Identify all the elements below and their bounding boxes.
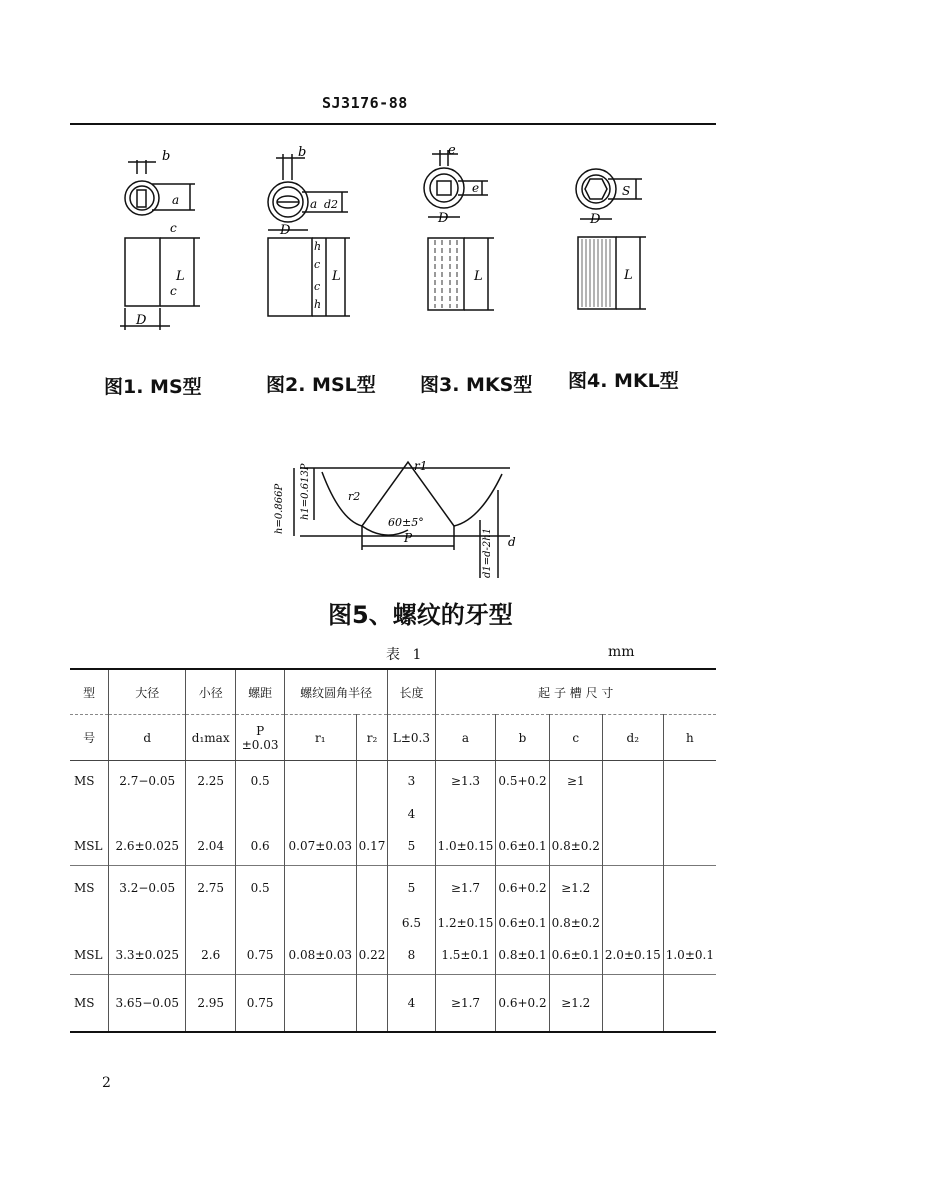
table-cell (70, 801, 109, 827)
header-cell: h (663, 715, 716, 761)
table-cell (602, 866, 663, 911)
table-cell: 4 (388, 975, 435, 1033)
table-cell: 2.7−0.05 (109, 761, 186, 802)
table-cell (602, 801, 663, 827)
header-cell: 长度 (388, 669, 435, 715)
table-cell: 1.0±0.1 (663, 936, 716, 975)
fig3-label-e: e (448, 143, 456, 158)
fig2-label-b: b (298, 145, 307, 160)
figure-4-mkl-drawing (560, 155, 655, 320)
table-cell (602, 827, 663, 866)
table-cell: 2.95 (186, 975, 236, 1033)
fig3-label-d: D (438, 211, 449, 226)
table-cell: MS (70, 761, 109, 802)
table-cell (186, 801, 236, 827)
table-cell (663, 866, 716, 911)
dimension-table (70, 668, 716, 1033)
table-cell (284, 801, 356, 827)
table-cell: MSL (70, 936, 109, 975)
table-cell: 2.25 (186, 761, 236, 802)
fig5-label-angle: 60±5° (388, 516, 424, 529)
header-cell: 大径 (109, 669, 186, 715)
header-cell: 号 (70, 715, 109, 761)
table-cell (284, 910, 356, 936)
table-cell: 2.6 (186, 936, 236, 975)
table-cell (236, 910, 285, 936)
figure-3-mks-drawing (410, 140, 505, 320)
table-cell: 6.5 (388, 910, 435, 936)
table-cell (663, 827, 716, 866)
table-cell: 2.04 (186, 827, 236, 866)
table-cell: 0.6+0.2 (496, 975, 549, 1033)
fig4-label-l: L (624, 268, 633, 283)
table-cell: 0.6±0.1 (496, 827, 549, 866)
fig2-label-c: c (314, 258, 321, 271)
table-cell: 5 (388, 827, 435, 866)
table-cell: 0.6 (236, 827, 285, 866)
table-row (70, 936, 716, 975)
header-cell: 型 (70, 669, 109, 715)
figure-1-caption: 图1. MS型 (104, 376, 202, 398)
header-cell: 螺距 (236, 669, 285, 715)
figure-5-thread-profile (270, 450, 530, 585)
fig2-label-h2: h (314, 298, 322, 311)
table-cell: 2.0±0.15 (602, 936, 663, 975)
table-cell: 0.5+0.2 (496, 761, 549, 802)
fig1-label-c: c (170, 221, 177, 235)
header-cell: 起 子 槽 尺 寸 (435, 669, 716, 715)
table-cell (236, 801, 285, 827)
table-cell (496, 801, 549, 827)
table-cell: 3 (388, 761, 435, 802)
table-cell (356, 761, 388, 802)
table-cell: 0.6±0.1 (549, 936, 602, 975)
header-cell: L±0.3 (388, 715, 435, 761)
table-cell: 0.75 (236, 975, 285, 1033)
table-cell: 1.0±0.15 (435, 827, 496, 866)
table-cell: 0.5 (236, 761, 285, 802)
header-cell: r₂ (356, 715, 388, 761)
fig1-label-c2: c (170, 284, 177, 298)
table-cell (602, 975, 663, 1033)
table-cell: 0.22 (356, 936, 388, 975)
table-row (70, 910, 716, 936)
table-cell (109, 801, 186, 827)
header-cell: d₂ (602, 715, 663, 761)
table-cell: MS (70, 866, 109, 911)
fig5-label-h: h=0.866P (274, 483, 285, 534)
table-cell: 0.8±0.1 (496, 936, 549, 975)
table-cell (602, 910, 663, 936)
table-cell: 0.6+0.2 (496, 866, 549, 911)
fig5-label-r2: r2 (348, 490, 361, 503)
table-row (70, 827, 716, 866)
table-cell (356, 801, 388, 827)
table-cell (356, 975, 388, 1033)
fig2-label-c2: c (314, 280, 321, 293)
table-cell: 3.3±0.025 (109, 936, 186, 975)
table-caption: 表 1 (386, 647, 426, 663)
fig2-label-h: h (314, 240, 322, 253)
table-row (70, 801, 716, 827)
header-cell: b (496, 715, 549, 761)
figure-4-caption: 图4. MKL型 (568, 370, 679, 392)
header-cell: d (109, 715, 186, 761)
table-cell (284, 866, 356, 911)
table-row (70, 866, 716, 911)
table-header-row-1 (70, 669, 716, 715)
table-cell (186, 910, 236, 936)
table-cell: MSL (70, 827, 109, 866)
table-cell (663, 761, 716, 802)
table-cell (549, 801, 602, 827)
table-cell: 8 (388, 936, 435, 975)
fig5-label-p: P (404, 531, 413, 545)
table-cell: ≥1.7 (435, 975, 496, 1033)
fig5-label-d1: d1=d-2h1 (482, 527, 493, 578)
table-cell (435, 801, 496, 827)
fig3-label-l: L (474, 269, 483, 284)
header-rule (70, 123, 716, 125)
table-cell: ≥1.2 (549, 866, 602, 911)
table-cell (663, 801, 716, 827)
figure-5-caption: 图5、螺纹的牙型 (328, 601, 513, 629)
table-row (70, 761, 716, 802)
table-cell: ≥1.2 (549, 975, 602, 1033)
fig5-label-d: d (508, 535, 516, 549)
table-row (70, 975, 716, 1033)
header-cell: a (435, 715, 496, 761)
table-cell: 0.8±0.2 (549, 827, 602, 866)
figure-1-ms-drawing (100, 140, 210, 340)
document-code: SJ3176-88 (322, 94, 408, 112)
table-cell (356, 866, 388, 911)
fig1-label-b: b (162, 149, 171, 164)
fig2-label-l: L (332, 269, 341, 284)
table-cell (284, 761, 356, 802)
table-cell: 5 (388, 866, 435, 911)
table-cell: 0.17 (356, 827, 388, 866)
table-cell: 0.8±0.2 (549, 910, 602, 936)
fig2-label-d2: d2 (324, 198, 339, 211)
table-cell: 1.5±0.1 (435, 936, 496, 975)
figure-2-caption: 图2. MSL型 (266, 374, 376, 396)
table-cell: MS (70, 975, 109, 1033)
table-cell (109, 910, 186, 936)
fig2-label-a: a (310, 197, 318, 211)
figure-2-msl-drawing (250, 140, 365, 330)
table-header-row-2 (70, 715, 716, 761)
fig4-label-d: D (590, 212, 601, 227)
fig1-label-l: L (176, 269, 185, 284)
fig2-label-d: D (280, 223, 291, 238)
table-cell (356, 910, 388, 936)
page-number: 2 (102, 1075, 111, 1091)
table-cell: 0.07±0.03 (284, 827, 356, 866)
table-cell: 1.2±0.15 (435, 910, 496, 936)
fig1-label-a: a (172, 193, 180, 207)
table-cell: 2.75 (186, 866, 236, 911)
header-cell: d₁max (186, 715, 236, 761)
table-cell (602, 761, 663, 802)
header-cell: c (549, 715, 602, 761)
table-cell: 0.5 (236, 866, 285, 911)
header-cell: r₁ (284, 715, 356, 761)
fig5-label-r1: r1 (414, 459, 428, 473)
table-cell (284, 975, 356, 1033)
header-cell: 小径 (186, 669, 236, 715)
fig4-label-s: S (622, 184, 631, 198)
table-cell: 4 (388, 801, 435, 827)
table-cell (663, 975, 716, 1033)
figure-3-caption: 图3. MKS型 (420, 374, 533, 396)
table-cell: ≥1.7 (435, 866, 496, 911)
fig5-label-h1: h1=0.613P (300, 463, 311, 520)
table-cell: 3.2−0.05 (109, 866, 186, 911)
table-cell (663, 910, 716, 936)
table-cell: ≥1 (549, 761, 602, 802)
table-unit: mm (608, 644, 635, 660)
table-cell: 3.65−0.05 (109, 975, 186, 1033)
table-cell: 0.75 (236, 936, 285, 975)
table-cell: ≥1.3 (435, 761, 496, 802)
fig1-label-d: D (136, 313, 147, 328)
table-cell: 0.08±0.03 (284, 936, 356, 975)
table-cell (70, 910, 109, 936)
fig3-label-e2: e (472, 181, 480, 195)
table-cell: 0.6±0.1 (496, 910, 549, 936)
header-cell: P ±0.03 (236, 715, 285, 761)
header-cell: 螺纹圆角半径 (284, 669, 387, 715)
table-cell: 2.6±0.025 (109, 827, 186, 866)
